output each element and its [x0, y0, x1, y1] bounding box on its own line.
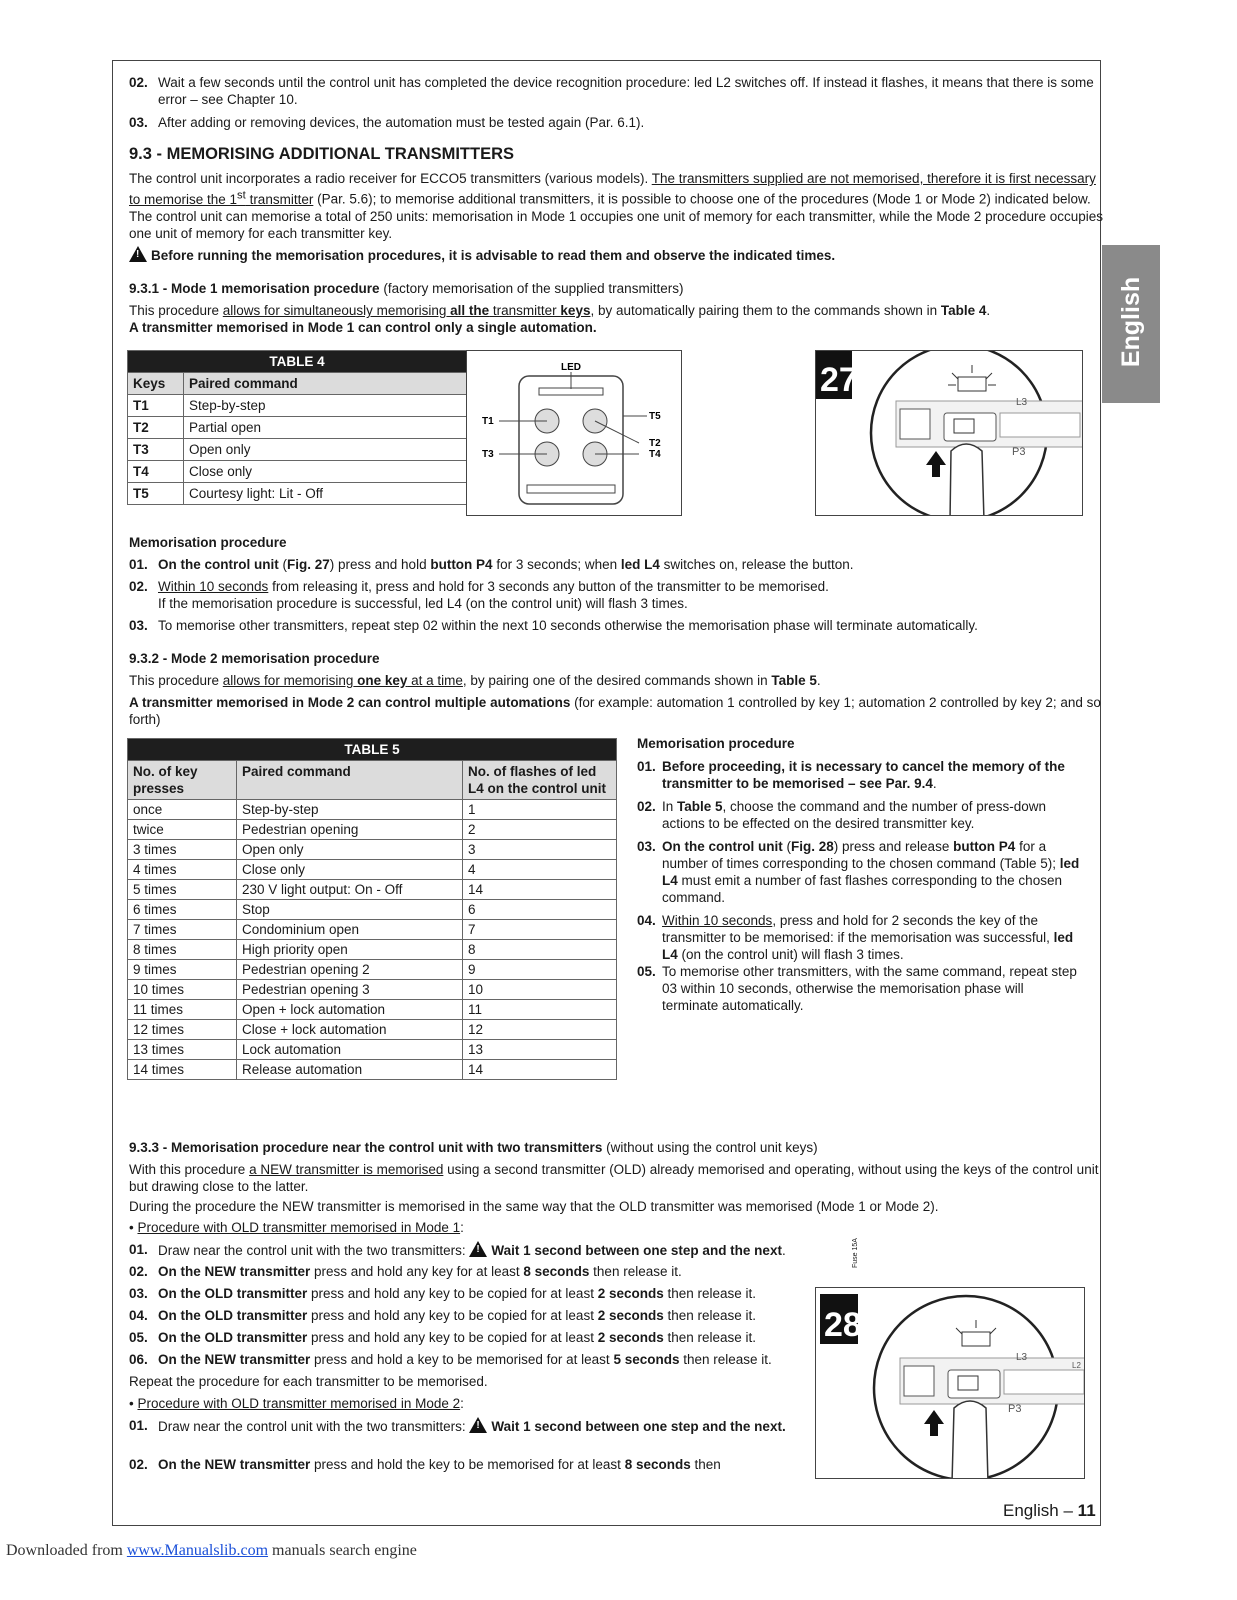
table-row: [128, 840, 617, 860]
table-row: [128, 1060, 617, 1080]
table-cell: 12 times: [128, 1020, 237, 1040]
table-cell: 1: [463, 800, 617, 820]
memo2-step-05: 05. To memorise other transmitters, with the same command, repeat step 03 within 10 seconds, otherwise the memorisation phase will terminate automatically.: [637, 964, 1077, 1013]
table-row: [128, 940, 617, 960]
table-cell: 12: [463, 1020, 617, 1040]
table-cell: 9 times: [128, 960, 237, 980]
memo2-step-03: 03. On the control unit (Fig. 28) press and release button P4 for a number of times corresponding to the chosen command (Table 5); led L4 must emit a number of fast flashes corresponding to the chosen command.: [637, 839, 1080, 905]
table-5-header: No. of key presses: [128, 761, 237, 800]
section-9-3-2-title: 9.3.2 - Mode 2 memorisation procedure: [129, 651, 380, 666]
table-cell: 6 times: [128, 900, 237, 920]
table-4-header: Keys: [128, 373, 184, 395]
table-cell: 14: [463, 880, 617, 900]
remote-t3-label: T3: [482, 449, 494, 460]
section-9-3-2-note: A transmitter memorised in Mode 2 can control multiple automations (for example: automation 1 controlled by key 1; automation 2 controlled by key 2; and so forth): [129, 695, 1101, 727]
figure-28-l2-label: L2: [1072, 1361, 1081, 1370]
table-row: T2 Partial open: [128, 417, 467, 439]
mode1-step-02: 02. On the NEW transmitter press and hold any key for at least 8 seconds then release it.: [129, 1264, 682, 1279]
figure-27-number: 27: [820, 361, 858, 399]
section-9-3-2-paragraph: This procedure allows for memorising one key at a time, by pairing one of the desired commands shown in Table 5.: [129, 673, 821, 688]
table-row: [128, 1040, 617, 1060]
mode1-step-04: 04. On the OLD transmitter press and hold any key to be copied for at least 2 seconds then release it.: [129, 1308, 757, 1323]
table-cell: Step-by-step: [237, 800, 463, 820]
figure-27-svg: [816, 351, 1082, 515]
table-cell: 14 times: [128, 1060, 237, 1080]
figure-27-p3-label: P3: [1012, 446, 1026, 458]
figure-28-p3-label: P3: [1008, 1403, 1022, 1415]
remote-diagram: [466, 350, 682, 516]
repeat-note: Repeat the procedure for each transmitter to be memorised.: [129, 1374, 488, 1389]
section-9-3-3-paragraph-2: During the procedure the NEW transmitter is memorised in the same way that the OLD transmitter was memorised (Mode 1 or Mode 2).: [129, 1199, 939, 1214]
table-5-title: TABLE 5: [128, 739, 617, 761]
table-4-header: Paired command: [184, 373, 467, 395]
table-5-header: No. of flashes of led L4 on the control unit: [463, 761, 617, 800]
figure-27: [815, 350, 1083, 516]
table-cell: 13: [463, 1040, 617, 1060]
table-cell: High priority open: [237, 940, 463, 960]
table-cell: Pedestrian opening 3: [237, 980, 463, 1000]
language-tab-label: English: [1117, 276, 1145, 368]
table-cell: 5 times: [128, 880, 237, 900]
table-cell: 4: [463, 860, 617, 880]
table-row: [128, 920, 617, 940]
table-cell: 9: [463, 960, 617, 980]
section-9-3-1-title: 9.3.1 - Mode 1 memorisation procedure (factory memorisation of the supplied transmitters): [129, 281, 684, 296]
warning-text: !Before running the memorisation procedures, it is advisable to read them and observe the indicated times.: [129, 246, 1104, 264]
table-cell: 3: [463, 840, 617, 860]
table-cell: Pedestrian opening 2: [237, 960, 463, 980]
remote-t2-label: T2: [649, 438, 661, 449]
mode2-step-01: 01. Draw near the control unit with the two transmitters: !Wait 1 second between one step and the next.: [129, 1417, 799, 1435]
remote-t4-label: T4: [649, 449, 661, 460]
table-cell: 13 times: [128, 1040, 237, 1060]
table-row: [128, 800, 617, 820]
section-9-3-1-paragraph: This procedure allows for simultaneously memorising all the transmitter keys, by automatically pairing them to the commands shown in Table 4.: [129, 303, 991, 318]
table-row: T1 Step-by-step: [128, 395, 467, 417]
table-4-title: TABLE 4: [128, 351, 467, 373]
table-cell: 14: [463, 1060, 617, 1080]
mode2-step-02: 02. On the NEW transmitter press and hold the key to be memorised for at least 8 seconds then: [129, 1457, 721, 1472]
table-row: [128, 960, 617, 980]
table-cell: 7: [463, 920, 617, 940]
memo2-title: Memorisation procedure: [637, 736, 795, 751]
table-row: T3 Open only: [128, 439, 467, 461]
section-9-3-3-title: 9.3.3 - Memorisation procedure near the control unit with two transmitters (without using the control unit keys): [129, 1140, 818, 1155]
table-cell: 4 times: [128, 860, 237, 880]
table-cell: 2: [463, 820, 617, 840]
step-02: 02. Wait a few seconds until the control unit has completed the device recognition procedure: led L2 switches off. If instead it flashes, it means that there is some error – see Chapter 10.: [129, 75, 1094, 107]
table-cell: 230 V light output: On - Off: [237, 880, 463, 900]
table-row: T4 Close only: [128, 461, 467, 483]
language-tab: [1102, 245, 1160, 403]
table-row: [128, 980, 617, 1000]
table-row: T5 Courtesy light: Lit - Off: [128, 483, 467, 505]
table-cell: Release automation: [237, 1060, 463, 1080]
mode1-step-01: 01. Draw near the control unit with the two transmitters: !Wait 1 second between one step and the next.: [129, 1241, 809, 1259]
section-9-3-title: 9.3 - MEMORISING ADDITIONAL TRANSMITTERS: [129, 145, 515, 163]
memo1-step-03: 03. To memorise other transmitters, repeat step 02 within the next 10 seconds otherwise the memorisation phase will terminate automatically.: [129, 618, 978, 633]
step-03: 03. After adding or removing devices, the automation must be tested again (Par. 6.1).: [129, 115, 645, 130]
table-cell: Pedestrian opening: [237, 820, 463, 840]
mode1-step-06: 06. On the NEW transmitter press and hold a key to be memorised for at least 5 seconds then release it.: [129, 1352, 772, 1367]
table-cell: Condominium open: [237, 920, 463, 940]
table-row: [128, 880, 617, 900]
section-9-3-1-note: A transmitter memorised in Mode 1 can control only a single automation.: [129, 320, 597, 335]
page-footer: English – 11: [1003, 1501, 1096, 1520]
table-cell: Open only: [237, 840, 463, 860]
warning-icon: [469, 1241, 487, 1257]
figure-28-l3-label: L3: [1016, 1352, 1028, 1363]
mode1-step-03: 03. On the OLD transmitter press and hold any key to be copied for at least 2 seconds then release it.: [129, 1286, 757, 1301]
memo2-step-01: 01. Before proceeding, it is necessary to cancel the memory of the transmitter to be memorised – see Par. 9.4.: [637, 759, 1065, 791]
table-cell: twice: [128, 820, 237, 840]
table-cell: 8: [463, 940, 617, 960]
table-cell: Lock automation: [237, 1040, 463, 1060]
table-cell: 7 times: [128, 920, 237, 940]
table-cell: 3 times: [128, 840, 237, 860]
remote-led-label: LED: [561, 362, 581, 373]
table-row: [128, 1000, 617, 1020]
figure-28: [815, 1287, 1085, 1479]
download-line: Downloaded from www.Manualslib.com manuals search engine: [6, 1542, 417, 1559]
table-row: [128, 860, 617, 880]
table-cell: Close only: [237, 860, 463, 880]
table-cell: 8 times: [128, 940, 237, 960]
table-cell: 10: [463, 980, 617, 1000]
memo2-step-04: 04. Within 10 seconds, press and hold for 2 seconds the key of the transmitter to be memorised: if the memorisation was successful, led L4 (on the control unit) will flash 3 times.: [637, 913, 1074, 962]
table-cell: 11: [463, 1000, 617, 1020]
manualslib-link[interactable]: www.Manualslib.com: [126, 1542, 269, 1559]
table-row: [128, 900, 617, 920]
table-cell: Open + lock automation: [237, 1000, 463, 1020]
table-4: [127, 350, 467, 505]
memo1-step-02: 02. Within 10 seconds from releasing it, press and hold for 3 seconds any button of the transmitter to be memorised. If the memorisation procedure is successful, led L4 (on the control unit) will flash 3 times.: [129, 579, 829, 611]
bullet-mode-2: • Procedure with OLD transmitter memorised in Mode 2:: [129, 1396, 464, 1411]
table-5-header: Paired command: [237, 761, 463, 800]
fuse-label: Fuse 15A: [852, 1238, 859, 1268]
remote-t5-label: T5: [649, 411, 661, 422]
figure-28-number: 28: [824, 1306, 862, 1344]
bullet-mode-1: • Procedure with OLD transmitter memorised in Mode 1:: [129, 1220, 464, 1235]
table-5: [127, 738, 617, 1080]
remote-t1-label: T1: [482, 416, 494, 427]
table-cell: 10 times: [128, 980, 237, 1000]
memo1-step-01: 01. On the control unit (Fig. 27) press and hold button P4 for 3 seconds; when led L4 switches on, release the button.: [129, 557, 854, 572]
table-cell: 6: [463, 900, 617, 920]
memo1-title: Memorisation procedure: [129, 535, 287, 550]
warning-icon: [469, 1417, 487, 1433]
table-row: [128, 1020, 617, 1040]
table-cell: once: [128, 800, 237, 820]
remote-svg: [467, 351, 681, 515]
table-cell: Stop: [237, 900, 463, 920]
warning-icon: [129, 246, 147, 262]
figure-27-l3-label: L3: [1016, 397, 1028, 408]
mode1-step-05: 05. On the OLD transmitter press and hold any key to be copied for at least 2 seconds then release it.: [129, 1330, 757, 1345]
section-9-3-3-paragraph: With this procedure a NEW transmitter is memorised using a second transmitter (OLD) already memorised and operating, without using the keys of the control unit but drawing close to the latter.: [129, 1162, 1099, 1194]
memo2-step-02: 02. In Table 5, choose the command and the number of press-down actions to be effected on the desired transmitter key.: [637, 799, 1046, 831]
memo2-block: [637, 735, 1082, 1014]
section-9-3-paragraph: The control unit incorporates a radio receiver for ECCO5 transmitters (various models). The transmitters supplied are not memorised, therefore it is first necessary to memorise the 1st transmitter (Par. 5.6); to memorise additional transmitters, it is possible to choose one of the procedures (Mode 1 or Mode 2) indicated below. The control unit can memorise a total of 250 units: memorisation in Mode 1 occupies one unit of memory for each transmitter, while the Mode 2 procedure occupies one unit of memory for each transmitter key.: [129, 171, 1103, 241]
table-row: [128, 820, 617, 840]
figure-28-svg: [816, 1288, 1084, 1478]
table-cell: Close + lock automation: [237, 1020, 463, 1040]
table-cell: 11 times: [128, 1000, 237, 1020]
